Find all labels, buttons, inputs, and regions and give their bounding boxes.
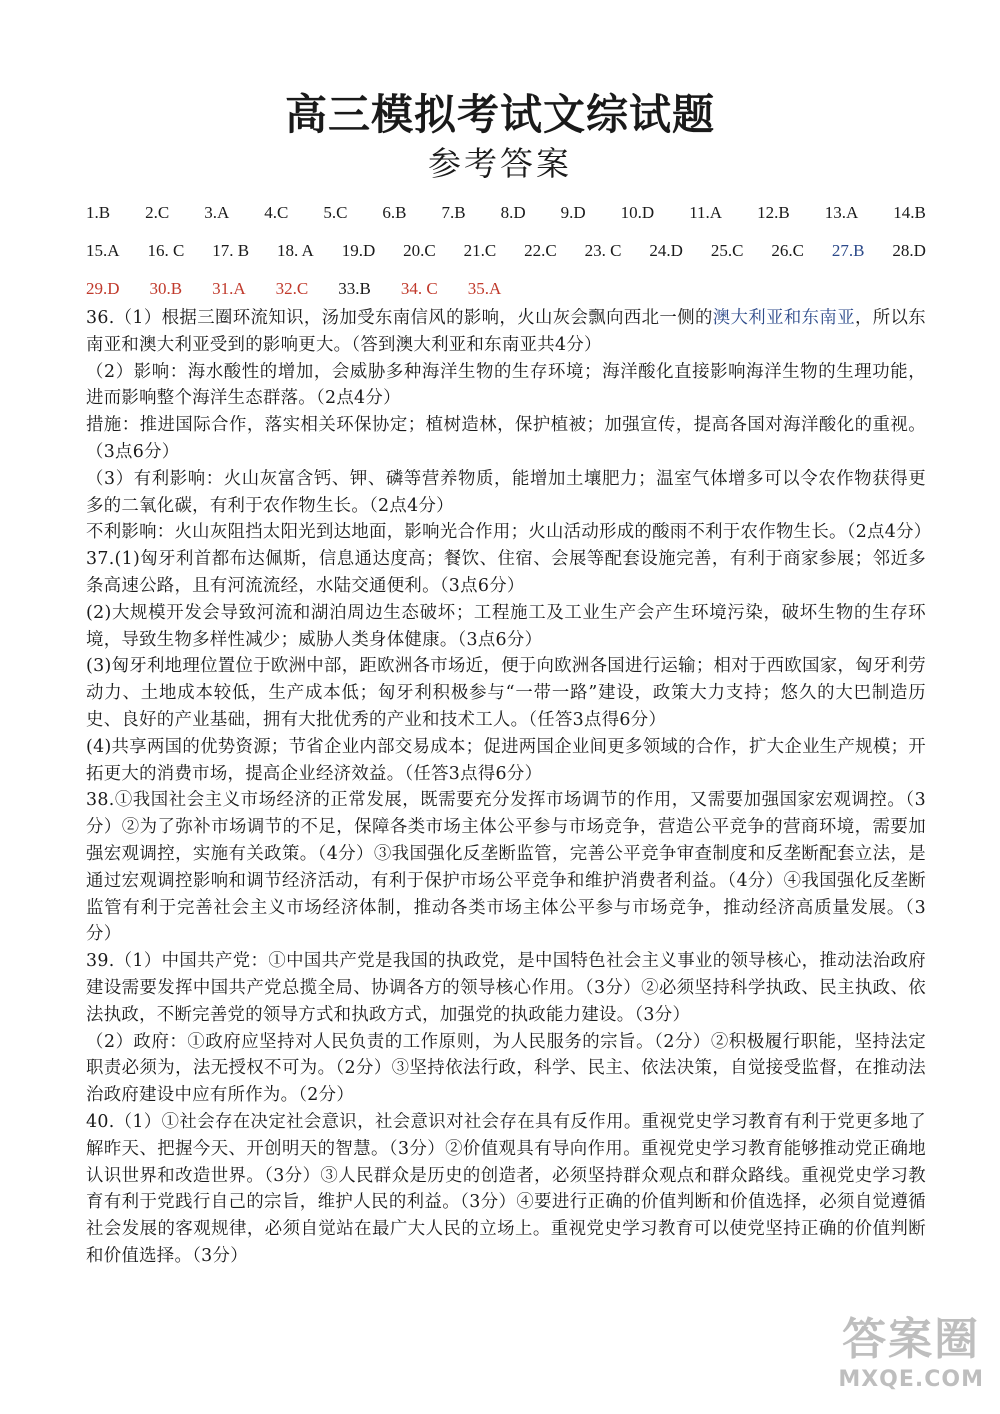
answer-item: 14.B xyxy=(893,203,926,222)
answer-item: 33.B xyxy=(338,279,371,298)
answer-item: 35.A xyxy=(467,279,502,298)
page-subtitle: 参考答案 xyxy=(428,144,572,183)
site-watermark-logo xyxy=(838,1303,984,1392)
answer-row-3 xyxy=(86,270,926,308)
answer-item: 20.C xyxy=(403,241,436,260)
q38: 38.①我国社会主义市场经济的正常发展，既需要充分发挥市场调节的作用，又需要加强国家宏观调控。（3分）②为了弥补市场调节的不足，保障各类市场主体公平参与市场竞争，营造公平竞争的营商环境，需要加强宏观调控，实施有关政策。（4分）③我国强化反垄断监管，完善公平竞争审查制度和反垄断配套立法，是通过宏观调控影响和调节经济活动，有利于保护市场公平竞争和维护消费者利益。（4分）④我国强化反垄断监管有利于完善社会主义市场经济体制，推动各类市场主体公平参与市场竞争，推动经济高质量发展。（3分） xyxy=(86,790,926,945)
watermark-logo-text: 答案圈 xyxy=(842,1314,981,1365)
answer-item: 30.B xyxy=(149,279,183,298)
answer-item: 15.A xyxy=(86,241,120,260)
answer-row-1 xyxy=(86,194,926,232)
answer-item: 5.C xyxy=(323,203,348,222)
watermark-domain: MXQE.COM xyxy=(838,1367,984,1392)
q39-part2: （2）政府：①政府应坚持对人民负责的工作原则，为人民服务的宗旨。（2分）②积极履行职能，坚持法定职责必须为，法无授权不可为。（2分）③坚持依法行政，科学、民主、依法决策，自觉接受监督，在推动法治政府建设中应有所作为。（2分） xyxy=(86,1031,926,1106)
answer-row-2 xyxy=(86,232,926,270)
answer-item: 10.D xyxy=(620,203,655,222)
q39-part1: 39.（1）中国共产党：①中国共产党是我国的执政党，是中国特色社会主义事业的领导核心，推动法治政府建设需要发挥中国共产党总揽全局、协调各方的领导核心作用。（3分）②必须坚持科学执政、民主执政、依法执政，不断完善党的领导方式和执政方式，加强党的执政能力建设。（3分） xyxy=(86,951,926,1025)
q36-part1-text-c: ，所以东南亚和澳大利亚受到的影响更大。（答到澳大利亚和东南亚共4分） xyxy=(86,308,926,355)
q37-part2: (2)大规模开发会导致河流和湖泊周边生态破坏；工程施工及工业生产会产生环境污染，破坏生物的生存环境，导致生物多样性减少；威胁人类身体健康。（3点6分） xyxy=(86,602,926,650)
answer-item: 32.C xyxy=(275,279,309,298)
answer-item: 31.A xyxy=(212,279,246,298)
q36-part2-measures: 措施：推进国际合作，落实相关环保协定；植树造林，保护植被；加强宣传，提高各国对海洋酸化的重视。（3点6分） xyxy=(86,415,926,462)
answer-item: 25.C xyxy=(710,241,744,260)
answer-item: 9.D xyxy=(560,203,586,222)
answer-item: 7.B xyxy=(441,203,466,222)
q37-part1: 37.(1)匈牙利首都布达佩斯，信息通达度高；餐饮、住宿、会展等配套设施完善，有利于商家参展；邻近多条高速公路，且有河流流经，水陆交通便利。（3点6分） xyxy=(86,549,926,596)
answer-item: 4.C xyxy=(264,203,289,222)
answer-item: 16. C xyxy=(147,241,185,260)
q36-part1 xyxy=(86,305,926,359)
answer-key xyxy=(86,194,926,308)
answer-item: 34. C xyxy=(400,279,438,298)
answer-item: 18. A xyxy=(276,241,314,260)
answer-item: 8.D xyxy=(500,203,526,222)
answer-item: 1.B xyxy=(86,203,111,222)
q37-part3: (3)匈牙利地理位置位于欧洲中部，距欧洲各市场近，便于向欧洲各国进行运输；相对于西欧国家，匈牙利劳动力、土地成本较低，生产成本低；匈牙利积极参与“一带一路”建设，政策大力支持；悠久的大巴制造历史、良好的产业基础，拥有大批优秀的产业和技术工人。（任答3点得6分） xyxy=(86,656,926,730)
q36-part3-positive: （3）有利影响：火山灰富含钙、钾、磷等营养物质，能增加土壤肥力；温室气体增多可以令农作物获得更多的二氧化碳，有利于农作物生长。（2点4分） xyxy=(86,468,926,516)
answer-item: 21.C xyxy=(463,241,497,260)
page-title: 高三模拟考试文综试题 xyxy=(284,90,715,139)
q36-part3-negative: 不利影响：火山灰阻挡太阳光到达地面，影响光合作用；火山活动形成的酸雨不利于农作物生长。（2点4分） xyxy=(86,522,932,543)
answer-item: 2.C xyxy=(145,203,170,222)
answer-item: 6.B xyxy=(382,203,407,222)
answer-item: 26.C xyxy=(771,241,804,260)
answer-item: 23. C xyxy=(584,241,622,260)
answer-item: 27.B xyxy=(831,241,865,260)
answer-item: 3.A xyxy=(204,203,230,222)
answer-item: 17. B xyxy=(212,241,250,260)
answer-explanations xyxy=(86,305,932,1270)
answer-item: 11.A xyxy=(689,203,723,222)
answer-item: 19.D xyxy=(341,241,376,260)
q36-part2-impact: （2）影响：海水酸性的增加，会威胁多种海洋生物的生存环境；海洋酸化直接影响海洋生物的生理功能，进而影响整个海洋生态群落。（2点4分） xyxy=(86,361,926,409)
answer-item: 22.C xyxy=(524,241,557,260)
q36-part1-highlight: 澳大利亚和东南亚 xyxy=(712,308,855,328)
answer-item: 24.D xyxy=(649,241,683,260)
q40-part1: 40.（1）①社会存在决定社会意识，社会意识对社会存在具有反作用。重视党史学习教育有利于党更多地了解昨天、把握今天、开创明天的智慧。（3分）②价值观具有导向作用。重视党史学习教育能够推动党正确地认识世界和改造世界。（3分）③人民群众是历史的创造者，必须坚持群众观点和群众路线。重视党史学习教育有利于党践行自己的宗旨，维护人民的利益。（3分）④要进行正确的价值判断和价值选择，必须自觉遵循社会发展的客观规律，必须自觉站在最广大人民的立场上。重视党史学习教育可以使党坚持正确的价值判断和价值选择。（3分） xyxy=(86,1111,926,1266)
q36-part1-text-a: 36.（1）根据三圈环流知识，汤加受东南信风的影响，火山灰会飘向西北一侧的 xyxy=(86,308,713,328)
answer-item: 13.A xyxy=(824,203,859,222)
answer-item: 29.D xyxy=(86,279,120,298)
q37-part4: (4)共享两国的优势资源；节省企业内部交易成本；促进两国企业间更多领域的合作，扩大企业生产规模；开拓更大的消费市场，提高企业经济效益。（任答3点得6分） xyxy=(86,736,926,784)
answer-item: 28.D xyxy=(892,241,926,260)
answer-item: 12.B xyxy=(757,203,790,222)
